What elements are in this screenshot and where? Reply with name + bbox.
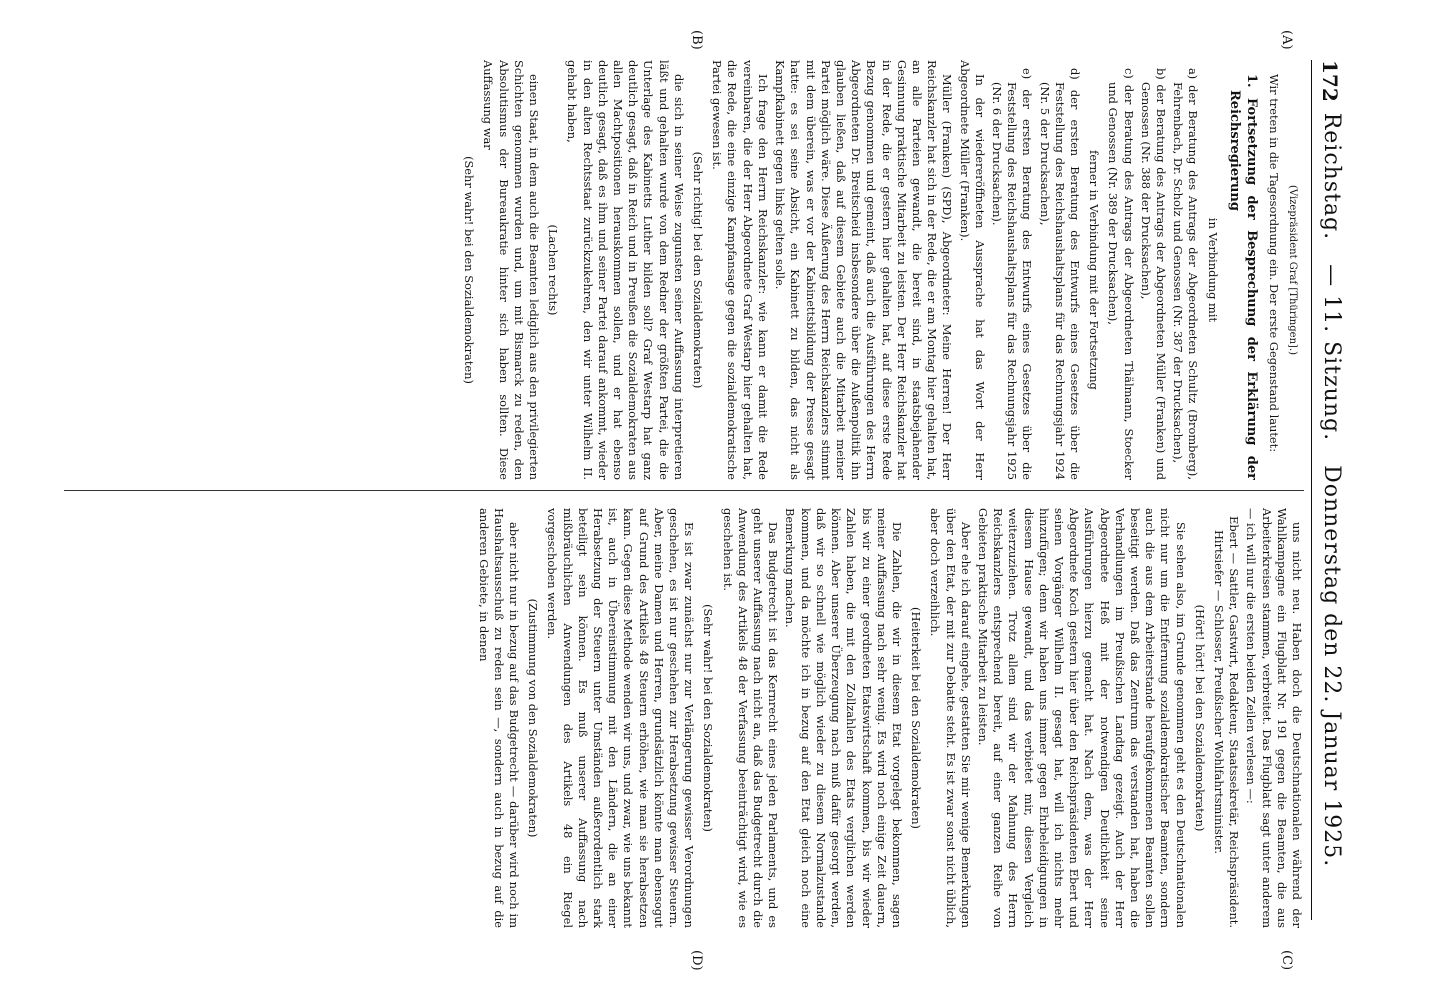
interjection: (Sehr wahr! bei den Sozialdemokraten) [701,604,716,832]
speech-paragraph: die sich in seiner Weise zugunsten seiner Auffassung interpretieren läßt und gehalten wurde von dem Redner der größten Partei, die die Unterlage des Kabinetts Luther bilden soll? Graf Westarp hat ganz deutlich gesagt, daß in Reich und in Preußen die Sozialdemokraten aus allen Machtpositionen herauskommen sollen, und er hat ebenso deutlich gesagt, daß es ihm und seiner Partei darauf ankommt, wieder in den alten Rechtsstaat zurückzukehren, den wir unter Wilhelm II. gehabt haben, [565,60,686,480]
connector-text: ferner in Verbindung mit der Fortsetzung [1087,150,1102,390]
interjection: (Heiterkeit bei den Sozialdemokraten) [909,607,924,829]
interjection: (Sehr wahr! bei den Sozialdemokraten) [462,156,477,384]
paragraph: Wir treten in die Tagesordnung ein. Der erste Gegenstand lautet: [1266,74,1281,453]
agenda-item: a) der Beratung des Antrags der Abgeordneten Schultz (Bromberg), Fehrenbach, Dr. Scholz und Genossen (Nr. 387 der Drucksachen), [1171,68,1201,480]
agenda-item: c) der Beratung des Antrags der Abgeordneten Thälmann, Stoecker und Genossen (Nr. 389 der Drucksachen), [1106,68,1136,480]
speech-paragraph: Die Zahlen, die wir in diesem Etat vorgelegt bekommen, sagen meiner Auffassung nach sehr wenig. Es wird noch einige Zeit dauern, bis wir zu einer geordneten Etatswirtschaft kommen, bis wir wieder Zahlen haben, die mit den Zollzahlen des Etats verglichen werden können. Aber unserer Überzeugung nach muß dafür gesorgt werden, daß wir so schnell wie möglich wieder zu diesem Normalzustande kommen, und da möchte ich in bezug auf den Etat gleich noch eine Bemerkung machen. [783,508,904,928]
agenda-item: b) der Beratung des Antrags der Abgeordneten Müller (Franken) und Genossen (Nr. 388 der Drucksachen), [1138,68,1168,480]
speech-paragraph: Ich frage den Herrn Reichskanzler: wie kann er damit die Rede vereinbaren, die der Herr Abgeordnete Graf Westarp hier gehalten hat, die Rede, die eine einzige Kampfansage gegen die sozialdemokratische Partei gewesen ist. [710,60,770,480]
speech-paragraph: aber nicht nur in bezug auf das Budgetrecht — darüber wird noch im Haushaltsausschuß zu reden sein —, sondern auch in bezug auf die anderen Gebiete, in denen [476,508,522,928]
running-title [1319,60,1344,920]
margin-mark-a: (A) [1279,30,1294,50]
speech-paragraph: Sie sehen also, im Grunde genommen geht es den Deutschnationalen nicht nur um die Entfernung sozialdemokratischer Beamten, sondern auch die aus dem Arbeiterstande heraufgekommenen Beamten sollen beseitigt werden. Daß das Zentrum das verstanden hat, haben die Verhandlungen im Preußischen Landtag gezeigt. Auch der Herr Abgeordnete Heß mit der notwendigen Deutlichkeit seine Ausführungen hierzu gemacht hat. Nach dem, was der Herr Abgeordnete Koch gestern hier über den Reichspräsidenten Ebert und seinen Vorgänger Wilhelm II. gesagt hat, will ich nichts mehr hinzufügen; denn wir haben uns immer gegen Ehrbeleidigungen in diesem Hause gewandt, und das verbietet mir, diesen Vergleich weiterzuziehen. Trotz allem sind wir der Mahnung des Herrn Reichskanzlers entsprechend bereit, auf einer ganzen Reihe von Gebieten praktische Mitarbeit zu leisten. [975,508,1188,928]
speaker-note: (Vizepräsident Graf [Thüringen].) [1287,185,1298,355]
margin-mark-c: (C) [1279,950,1294,971]
interjection: (Hört! hört! bei den Sozialdemokraten) [1192,604,1207,832]
paragraph: In der wiedereröffneten Aussprache hat das Wort der Herr Abgeordnete Müller (Franken). [957,60,987,480]
speech-paragraph: Das Budgetrecht ist das Kernrecht eines jeden Parlaments, und es geht unserer Auffassung nach nicht an, daß das Budgetrecht durch die Anwendung des Artikels 48 der Verfassung beeinträchtigt wird, wie es geschehen ist. [720,508,781,928]
interjection: (Lachen rechts) [546,224,561,316]
agenda-item: d) der ersten Beratung des Entwurfs eines Gesetzes über die Feststellung des Reichshaushaltsplans für das Rechnungsjahr 1924 (Nr. 5 der Drucksachen), [1037,68,1082,480]
margin-mark-d: (D) [689,950,704,971]
source-title: Reichstag. [1319,112,1344,241]
speech-paragraph: einen Staat, in dem auch die Beamten lediglich aus den privilegierten Schichten genommen wurden und, um mit Bismarck zu reden, den Absolutismus der Bureaukratie hinter sich haben sollten. Diese Auffassung war [481,60,542,480]
quoted-text: Ebert — Sattler, Gastwirt, Redakteur, Staatssekretär, Reichspräsident. Hirtsiefer — Schlosser, Preußischer Wohlfahrtsminister. [1211,516,1242,928]
right-column [64,508,1304,928]
speech-paragraph: Müller (Franken) (SPD), Abgeordneter: Meine Herren! Der Herr Reichskanzler hat sich in der Rede, die er am Montag hier gehalten hat, an alle Parteien gewandt, die bereit sind, in staatsbejahender Gesinnung praktische Mitarbeit zu leisten. Der Herr Reichskanzler hat in der Rede, die er gestern hier gehalten hat, auf diese erste Rede Bezug genommen und gemeint, daß auch die Ausführungen des Herrn Abgeordneten Dr. Breitscheid insbesondere über die Außenpolitik ihn glauben ließen, daß auf diesem Gebiete auch die Mitarbeit meiner Partei möglich wäre. Diese Äußerung des Herrn Reichskanzlers stimmt mit dem überein, was er vor der Kabinettsbildung der Presse gesagt hatte: es sei seine Absicht, ein Kabinett zu bilden, das nicht als Kampfkabinett gegen links gelten solle. [773,60,955,480]
margin-mark-b: (B) [689,30,704,50]
speech-paragraph: uns nicht neu. Haben doch die Deutschnationalen während der Wahlkampagne ein Flugblatt Nr. 191 gegen die Beamten, die aus Arbeiterkreisen stammen, verbreitet. Das Flugblatt sagt unter anderem — ich will nur die ersten beiden Zeilen verlesen —: [1244,508,1304,928]
column-divider [64,490,1304,491]
speech-paragraph: Aber ehe ich darauf eingehe, gestatten Sie mir wenige Bemerkungen über den Etat, der mit zur Debatte steht. Es ist zwar sonst nicht üblich, aber doch verzeihlich. [928,508,973,928]
page-header [1311,60,1356,920]
session-title: — 11. Sitzung. [1319,264,1344,442]
connector-text: in Verbindung mit [1205,217,1220,323]
interjection: (Zustimmung von den Sozialdemokraten) [526,598,541,838]
agenda-heading: 1. Fortsetzung der Besprechung der Erklärung der Reichsregierung [1226,74,1259,480]
page-number: 172 [1318,60,1342,102]
left-column [64,60,1304,480]
interjection: (Sehr richtig! bei den Sozialdemokraten) [691,151,706,389]
date-title: Donnerstag den 22. Januar 1925. [1319,465,1344,868]
agenda-item: e) der ersten Beratung des Entwurfs eines Gesetzes über die Feststellung des Reichshaushaltsplans für das Rechnungsjahr 1925 (Nr. 6 der Drucksachen). [989,68,1035,480]
speech-paragraph: Es ist zwar zunächst nur zur Verlängerung gewisser Verordnungen geschehen, es ist nur geschehen zur Herabsetzung gewisser Steuern. Aber, meine Damen und Herren, grundsätzlich könnte man ebensogut auf Grund des Artikels 48 Steuern erhöhen, wie man sie herabsetzen kann. Gegen diese Methode wenden wir uns, und zwar, wie uns bekannt ist, auch in Übereinstimmung mit den Ländern, die an einer Herabsetzung der Steuern unter Umständen außerordentlich stark beteiligt sein können. Es muß unserer Auffassung nach mißbräuchlichen Anwendungen des Artikels 48 ein Riegel vorgeschoben werden. [545,508,697,928]
